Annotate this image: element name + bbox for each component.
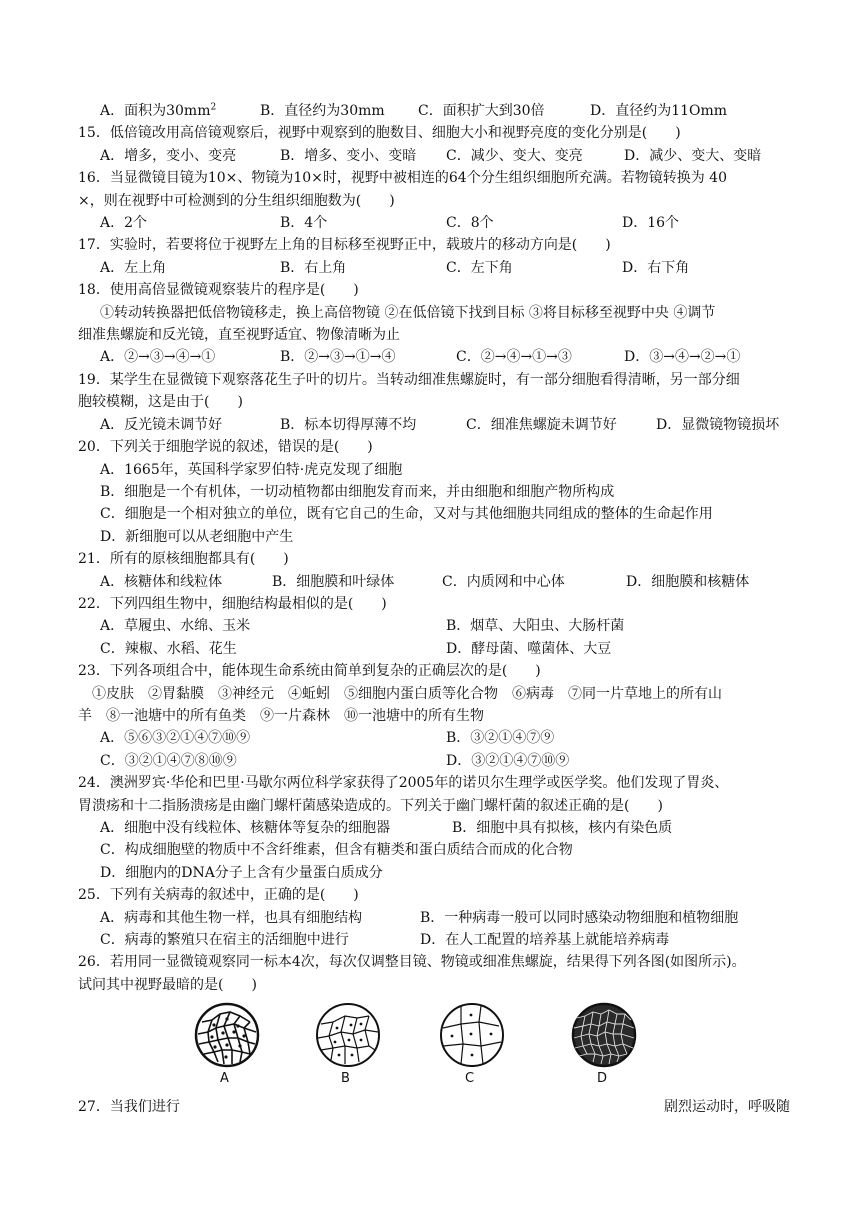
q21-option-d: D．细胞膜和核糖体 — [626, 573, 750, 590]
q26-figure — [78, 1002, 790, 1094]
q22-stem: 22．下列四组生物中，细胞结构最相似的是( ) — [78, 595, 387, 612]
q16-options — [78, 212, 790, 234]
q18-options — [78, 346, 790, 368]
q27-text-right: 剧烈运动时，呼吸随 — [664, 1099, 790, 1116]
q20-option-a: A．1665年，英国科学家罗伯特·虎克发现了细胞 — [100, 461, 403, 478]
q20-options — [78, 459, 790, 549]
q16-option-b: B．4个 — [280, 215, 328, 232]
q27-text-left: 27．当我们进行 — [78, 1099, 180, 1116]
q17-options — [78, 257, 790, 279]
q20-option-d: D．新细胞可以从老细胞中产生 — [100, 528, 294, 545]
q18-stem: 18．使用高倍显微镜观察装片的程序是( ) — [78, 282, 359, 299]
q25-options-row1 — [78, 907, 790, 929]
q25-stem: 25．下列有关病毒的叙述中，正确的是( ) — [78, 887, 359, 904]
q23-option-d: D．③②①④⑦⑩⑨ — [446, 752, 570, 769]
q19-option-b: B．标本切得厚薄不均 — [280, 416, 417, 433]
q22-options — [78, 615, 790, 660]
q16-option-c: C．8个 — [446, 215, 494, 232]
q21-options — [78, 571, 790, 593]
question-23 — [78, 660, 790, 772]
question-27 — [78, 1096, 790, 1118]
q21-option-a: A．核糖体和线粒体 — [100, 573, 223, 590]
q15-options — [78, 145, 790, 167]
label-d: D — [597, 1071, 608, 1087]
q21-option-c: C．内质网和中心体 — [442, 573, 565, 590]
cell-view-b-image — [315, 1002, 381, 1068]
q15-option-d: D．减少、变大、变暗 — [624, 147, 762, 164]
q23-stem: 23．下列各项组合中，能体现生命系统由简单到复杂的正确层次的是( ) — [78, 663, 541, 680]
q23-option-b: B．③②①④⑦⑨ — [446, 730, 555, 747]
question-18 — [78, 279, 790, 369]
question-24 — [78, 772, 790, 884]
q17-option-d: D．右下角 — [622, 259, 690, 276]
q25-option-d: D．在人工配置的培养基上就能培养病毒 — [420, 932, 670, 949]
question-21 — [78, 548, 790, 593]
q17-option-a: A．左上角 — [100, 259, 167, 276]
q21-option-b: B．细胞膜和叶绿体 — [272, 573, 395, 590]
q23-body-line1: ①皮肤 ②胃黏膜 ③神经元 ④蚯蚓 ⑤细胞内蛋白质等化合物 ⑥病毒 ⑦同一片草地上的所有山 — [92, 685, 722, 702]
question-16 — [78, 167, 790, 234]
q24-option-d: D．细胞内的DNA分子上含有少量蛋白质成分 — [100, 864, 383, 881]
q24-options-rest — [78, 839, 790, 884]
q23-options — [78, 727, 790, 772]
q22-option-c: C．辣椒、水稻、花生 — [100, 640, 237, 657]
question-22 — [78, 593, 790, 660]
q18-body-line1: ①转动转换器把低倍物镜移走，换上高倍物镜 ②在低倍镜下找到目标 ③将目标移至视野中央 ④调节 — [100, 304, 716, 321]
microscope-field-c — [439, 1002, 505, 1087]
q15-option-b: B．增多、变小、变暗 — [280, 147, 417, 164]
q18-option-d: D．③→④→②→① — [624, 349, 741, 366]
q24-options-row1 — [78, 817, 790, 839]
q14-option-c: C．面积扩大到30倍 — [418, 103, 545, 119]
q21-stem: 21．所有的原核细胞都具有( ) — [78, 551, 289, 568]
q19-option-a: A．反光镜未调节好 — [100, 416, 223, 433]
q14-option-a: A．面积为$30mm^2$ — [100, 102, 217, 119]
question-19 — [78, 369, 790, 436]
q15-option-a: A．增多，变小、变亮 — [100, 147, 237, 164]
q24-stem-line2: 胃溃疡和十二指肠溃疡是由幽门螺杆菌感染造成的。下列关于幽门螺杆菌的叙述正确的是( ) — [78, 797, 663, 814]
q18-option-a: A．②→③→④→① — [100, 349, 216, 366]
q16-stem-line2: ×，则在视野中可检测到的分生组织细胞数为( ) — [78, 192, 395, 209]
q19-stem-line1: 19．某学生在显微镜下观察落花生子叶的切片。当转动细准焦螺旋时，有一部分细胞看得清晰，另一部分细 — [78, 371, 740, 388]
q16-option-d: D．16个 — [622, 215, 680, 232]
q25-option-a: A．病毒和其他生物一样，也具有细胞结构 — [100, 909, 363, 926]
microscope-field-a — [194, 1002, 260, 1087]
q20-option-c: C．细胞是一个相对独立的单位，既有它自己的生命，又对与其他细胞共同组成的整体的生命起作用 — [100, 506, 713, 523]
q16-stem-line1: 16．当显微镜目镜为10×、物镜为10×时，视野中被相连的64个分生组织细胞所充满。若物镜转换为 40 — [78, 170, 727, 187]
q18-option-b: B．②→③→①→④ — [280, 349, 396, 366]
cell-view-d-image — [571, 1002, 637, 1068]
q23-body-line2: 羊 ⑧一池塘中的所有鱼类 ⑨一片森林 ⑩一池塘中的所有生物 — [78, 707, 484, 724]
question-20 — [78, 436, 790, 548]
microscope-field-b — [315, 1002, 381, 1087]
question-26 — [78, 951, 790, 1094]
q26-stem-line1: 26．若用同一显微镜观察同一标本4次，每次仅调整目镜、物镜或细准焦螺旋，结果得下列各图(如图所示)。 — [78, 954, 746, 971]
q22-option-a: A．草履虫、水绵、玉米 — [100, 618, 251, 635]
q25-options-row2 — [78, 929, 790, 951]
q19-stem-line2: 胞较模糊，这是由于( ) — [78, 394, 243, 411]
q14-option-d: D．直径约为11Omm — [590, 103, 728, 119]
q14-options — [78, 100, 790, 122]
q23-option-c: C．③②①④⑦⑧⑩⑨ — [100, 752, 237, 769]
q19-option-d: D．显微镜物镜损坏 — [656, 416, 780, 433]
q19-option-c: C．细准焦螺旋未调节好 — [466, 416, 617, 433]
q22-option-d: D．酵母菌、噬菌体、大豆 — [446, 640, 612, 657]
q15-stem: 15．低倍镜改用高倍镜观察后，视野中观察到的胞数目、细胞大小和视野亮度的变化分别是( ) — [78, 125, 681, 142]
q15-option-c: C．减少、变大、变亮 — [446, 147, 583, 164]
q26-stem-line2: 试问其中视野最暗的是( ) — [78, 976, 257, 993]
q24-stem-line1: 24．澳洲罗宾·华伦和巴里·马歇尔两位科学家获得了2005年的诺贝尔生理学或医学奖。他们发现了胃炎、 — [78, 775, 729, 792]
cell-view-a-image — [194, 1002, 260, 1068]
q18-body-line2: 细准焦螺旋和反光镜，直至视野适宜、物像清晰为止 — [78, 327, 400, 344]
q14-option-b: B．直径约为30mm — [260, 103, 385, 119]
q24-option-a: A．细胞中没有线粒体、核糖体等复杂的细胞器 — [100, 820, 391, 836]
label-a: A — [220, 1071, 229, 1087]
q16-option-a: A．2个 — [100, 215, 148, 232]
label-b: B — [341, 1071, 350, 1087]
q24-option-b: B．细胞中具有拟核，核内有染色质 — [452, 820, 673, 836]
microscope-field-d — [571, 1002, 637, 1087]
q23-option-a: A．⑤⑥③②①④⑦⑩⑨ — [100, 730, 251, 747]
question-25 — [78, 884, 790, 951]
q20-option-b: B．细胞是一个有机体，一切动植物都由细胞发育而来，并由细胞和细胞产物所构成 — [100, 483, 615, 500]
exam-page — [78, 100, 790, 1119]
label-c: C — [465, 1071, 475, 1087]
q24-option-c: C．构成细胞壁的物质中不含纤维素，但含有糖类和蛋白质结合而成的化合物 — [100, 842, 573, 859]
q25-option-b: B．一种病毒一般可以同时感染动物细胞和植物细胞 — [420, 909, 739, 926]
q17-option-b: B．右上角 — [280, 259, 347, 276]
q20-stem: 20．下列关于细胞学说的叙述，错误的是( ) — [78, 439, 373, 456]
question-17 — [78, 234, 790, 279]
q19-options — [78, 414, 790, 436]
question-15 — [78, 122, 790, 167]
q25-option-c: C．病毒的繁殖只在宿主的活细胞中进行 — [100, 932, 349, 949]
cell-view-c-image — [439, 1002, 505, 1068]
q18-option-c: C．②→④→①→③ — [456, 349, 572, 366]
q22-option-b: B．烟草、大阳虫、大肠杆菌 — [446, 618, 625, 635]
q17-stem: 17．实验时，若要将位于视野左上角的目标移至视野正中，载玻片的移动方向是( ) — [78, 237, 611, 254]
q17-option-c: C．左下角 — [446, 259, 513, 276]
